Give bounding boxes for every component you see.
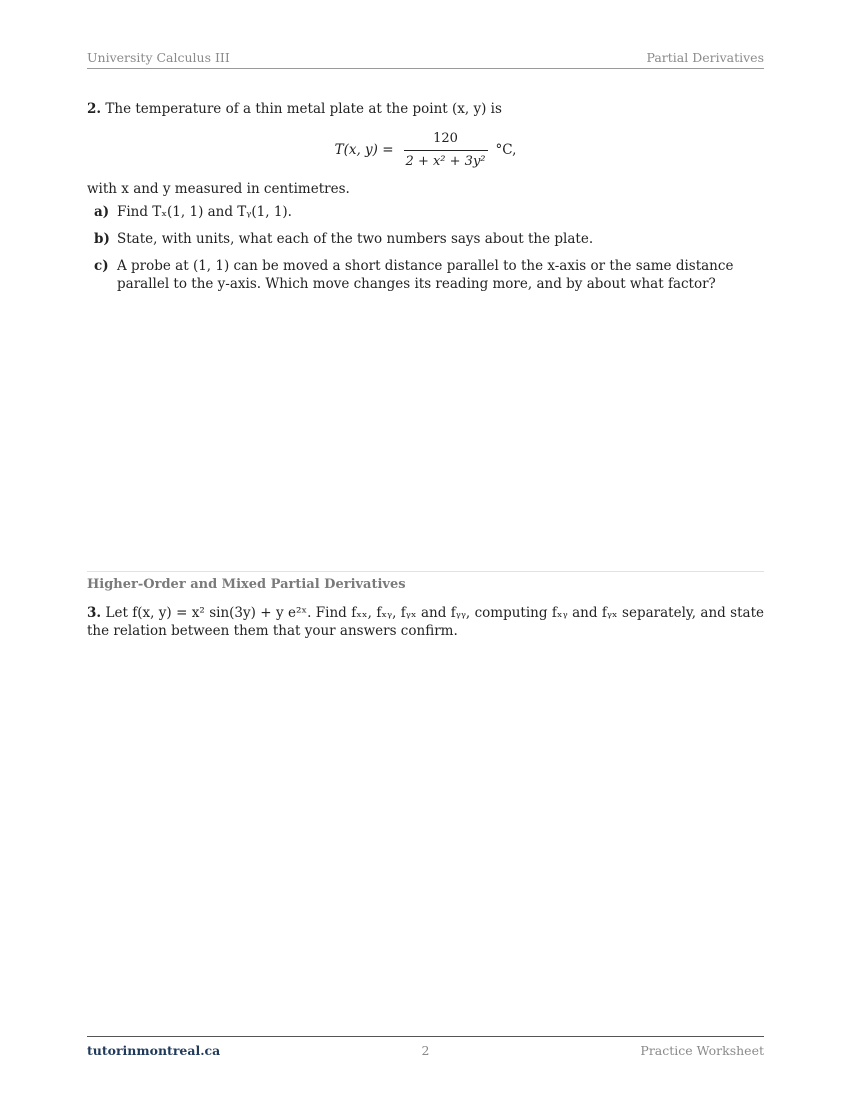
formula-denominator: 2 + x² + 3y² (404, 150, 488, 171)
footer-worksheet-label: Practice Worksheet (640, 1043, 764, 1058)
problem-2-number: 2. (87, 101, 102, 117)
problem-3-text: Let f(x, y) = x² sin(3y) + y e²ˣ. Find fₓₓ, fₓᵧ, fᵧₓ and fᵧᵧ, computing fₓᵧ and fᵧₓ separately, and state the relation between them that your answers confirm. (87, 605, 764, 640)
temperature-formula (87, 130, 764, 170)
problem-2-part-a (87, 203, 764, 221)
problem-2-part-b (87, 230, 764, 248)
formula-fraction (404, 130, 488, 170)
section-title: Higher-Order and Mixed Partial Derivatives (87, 577, 406, 592)
problem-2 (87, 100, 764, 302)
page-header (87, 50, 764, 69)
problem-2-intro: The temperature of a thin metal plate at the point (x, y) is (105, 101, 502, 117)
part-a-label: a) (94, 203, 110, 220)
problem-2-parts (87, 203, 764, 294)
formula-numerator: 120 (433, 131, 458, 147)
formula-lhs: T(x, y) = (334, 142, 394, 159)
part-c-text: A probe at (1, 1) can be moved a short distance parallel to the x-axis or the same distance parallel to the y-axis. Which move changes its reading more, and by about what factor? (117, 257, 734, 293)
worksheet-page (87, 0, 764, 1100)
formula-unit: °C, (495, 142, 517, 159)
part-a-text: Find Tₓ(1, 1) and Tᵧ(1, 1). (117, 203, 292, 220)
part-c-label: c) (94, 257, 109, 274)
part-b-text: State, with units, what each of the two numbers says about the plate. (117, 230, 594, 247)
footer-page-number: 2 (421, 1043, 430, 1058)
footer-website: tutorinmontreal.ca (87, 1043, 221, 1058)
header-course-title: University Calculus III (87, 50, 230, 65)
page-footer (87, 1036, 764, 1060)
header-topic: Partial Derivatives (646, 50, 764, 65)
problem-3-number: 3. (87, 605, 102, 621)
problem-2-intro-line (87, 100, 764, 118)
part-b-label: b) (94, 230, 110, 247)
problem-2-after-formula: with x and y measured in centimetres. (87, 181, 350, 198)
section-divider (87, 571, 764, 572)
problem-3 (87, 604, 764, 640)
problem-2-part-c (87, 257, 764, 293)
